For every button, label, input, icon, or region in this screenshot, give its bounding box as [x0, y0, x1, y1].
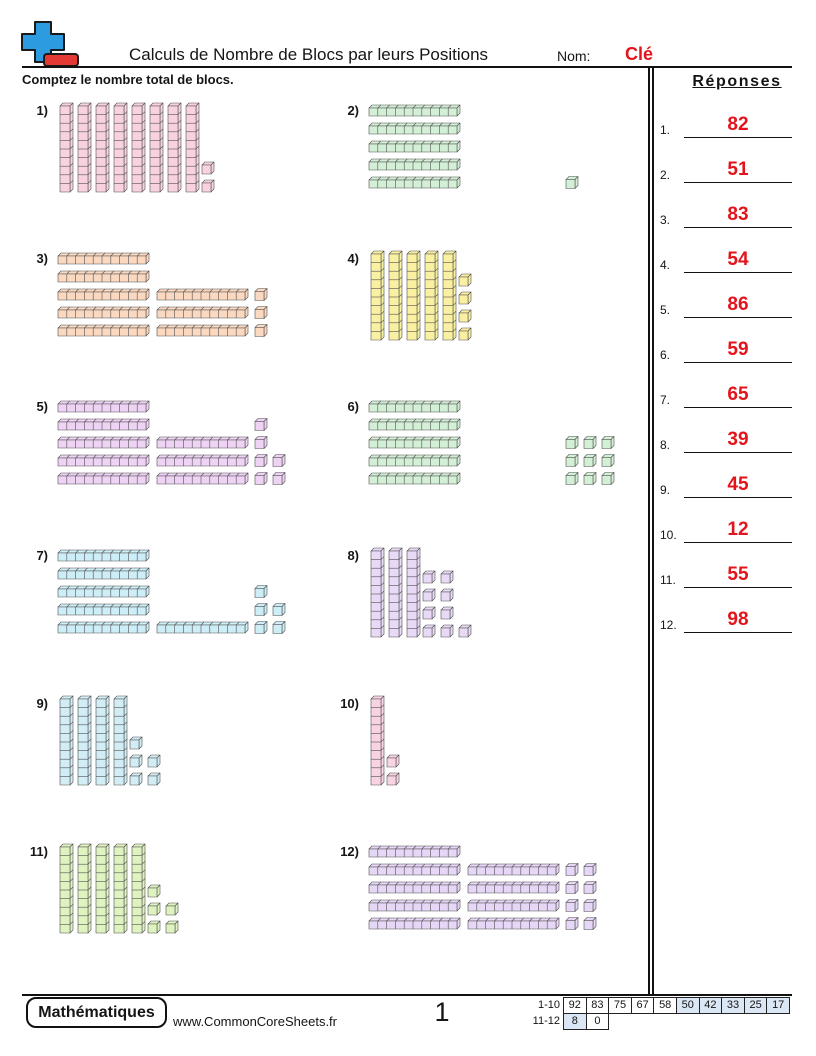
ten-rod — [58, 568, 149, 579]
answers-divider-left — [648, 68, 650, 995]
ten-rod — [114, 696, 127, 785]
ten-rod — [369, 437, 460, 448]
problem-number-4: 4) — [347, 251, 359, 266]
answer-value: 83 — [727, 204, 749, 225]
ten-rod — [58, 586, 149, 597]
ten-rod — [58, 325, 149, 336]
problem-number-11: 11) — [29, 844, 48, 859]
unit-cube — [202, 180, 214, 192]
ten-rod — [58, 401, 149, 412]
answers-divider-right — [652, 68, 654, 995]
unit-cube — [602, 437, 614, 449]
answer-number: 5. — [660, 303, 671, 317]
ten-rod — [407, 251, 420, 340]
ten-rod — [157, 622, 248, 633]
unit-cube — [441, 571, 453, 583]
problem-4-blocks — [371, 251, 471, 340]
unit-cube — [584, 918, 596, 930]
worksheet-title: Calculs de Nombre de Blocs par leurs Positions — [129, 45, 489, 64]
ten-rod — [114, 103, 127, 192]
unit-cube — [148, 903, 160, 915]
unit-cube — [459, 328, 471, 340]
unit-cube — [423, 589, 435, 601]
unit-cube — [202, 162, 214, 174]
unit-cube — [273, 604, 285, 616]
unit-cube — [584, 900, 596, 912]
problem-number-12: 12) — [340, 844, 359, 859]
answer-line — [684, 137, 792, 138]
answer-value: 55 — [727, 564, 749, 585]
unit-cube — [255, 604, 267, 616]
score-cell: 75 — [608, 997, 632, 1014]
ten-rod — [96, 103, 109, 192]
unit-cube — [255, 437, 267, 449]
instructions: Comptez le nombre total de blocs. — [22, 72, 234, 87]
score-cell: 92 — [563, 997, 587, 1014]
page-number: 1 — [434, 997, 450, 1027]
ten-rod — [157, 437, 248, 448]
unit-cube — [255, 307, 267, 319]
unit-cube — [566, 882, 578, 894]
answer-line — [684, 407, 792, 408]
problem-number-2: 2) — [347, 103, 359, 118]
unit-cube — [566, 177, 578, 189]
ten-rod — [371, 251, 384, 340]
score-cell: 83 — [586, 997, 610, 1014]
answer-value: 39 — [727, 429, 749, 450]
unit-cube — [584, 882, 596, 894]
unit-cube — [423, 607, 435, 619]
ten-rod — [150, 103, 163, 192]
minus-icon — [44, 54, 78, 66]
answer-line — [684, 632, 792, 633]
unit-cube — [423, 625, 435, 637]
ten-rod — [369, 159, 460, 170]
answer-line — [684, 182, 792, 183]
problem-number-1: 1) — [36, 103, 48, 118]
answer-value: 54 — [727, 249, 749, 270]
problem-number-8: 8) — [347, 548, 359, 563]
score-cell: 42 — [699, 997, 723, 1014]
answer-value: 51 — [727, 159, 749, 180]
answer-line — [684, 452, 792, 453]
unit-cube — [459, 292, 471, 304]
ten-rod — [369, 918, 460, 929]
answer-value: 59 — [727, 339, 749, 360]
score-cell: 8 — [563, 1013, 587, 1030]
footer-divider — [22, 994, 792, 996]
score-cell: 50 — [676, 997, 700, 1014]
problem-number-6: 6) — [347, 399, 359, 414]
problem-8-blocks — [371, 548, 471, 637]
ten-rod — [371, 696, 384, 785]
problem-10-blocks — [371, 696, 399, 785]
answer-number: 9. — [660, 483, 671, 497]
ten-rod — [157, 325, 248, 336]
ten-rod — [157, 473, 248, 484]
unit-cube — [423, 571, 435, 583]
answer-line — [684, 497, 792, 498]
unit-cube — [273, 455, 285, 467]
ten-rod — [58, 473, 149, 484]
unit-cube — [584, 437, 596, 449]
ten-rod — [443, 251, 456, 340]
ten-rod — [369, 846, 460, 857]
ten-rod — [78, 844, 91, 933]
ten-rod — [114, 844, 127, 933]
unit-cube — [566, 918, 578, 930]
ten-rod — [369, 141, 460, 152]
answer-line — [684, 272, 792, 273]
answer-value: 65 — [727, 384, 749, 405]
ten-rod — [58, 419, 149, 430]
header-divider — [22, 66, 792, 68]
problem-11-blocks — [60, 844, 178, 933]
name-value: Clé — [625, 44, 654, 64]
ten-rod — [96, 844, 109, 933]
problem-2-blocks — [369, 105, 578, 189]
score-cell: 0 — [586, 1013, 610, 1030]
unit-cube — [584, 455, 596, 467]
ten-rod — [369, 177, 460, 188]
problem-3-blocks — [58, 253, 267, 337]
score-cell: 17 — [766, 997, 790, 1014]
unit-cube — [255, 289, 267, 301]
problem-number-7: 7) — [36, 548, 48, 563]
problem-number-3: 3) — [36, 251, 48, 266]
ten-rod — [389, 251, 402, 340]
unit-cube — [273, 473, 285, 485]
answer-number: 11. — [660, 573, 676, 587]
problem-6-blocks — [369, 401, 614, 485]
name-label: Nom: — [557, 48, 591, 64]
unit-cube — [255, 325, 267, 337]
ten-rod — [389, 548, 402, 637]
score-cell: 58 — [653, 997, 677, 1014]
ten-rod — [58, 437, 149, 448]
unit-cube — [459, 310, 471, 322]
unit-cube — [166, 921, 178, 933]
ten-rod — [425, 251, 438, 340]
unit-cube — [148, 921, 160, 933]
answer-line — [684, 587, 792, 588]
unit-cube — [148, 773, 160, 785]
unit-cube — [255, 455, 267, 467]
unit-cube — [566, 900, 578, 912]
unit-cube — [459, 625, 471, 637]
ten-rod — [58, 289, 149, 300]
score-row-label: 11-12 — [532, 1015, 560, 1027]
ten-rod — [78, 696, 91, 785]
unit-cube — [566, 455, 578, 467]
answer-number: 2. — [660, 168, 671, 182]
unit-cube — [273, 622, 285, 634]
score-cell: 25 — [744, 997, 768, 1014]
ten-rod — [157, 307, 248, 318]
ten-rod — [96, 696, 109, 785]
ten-rod — [58, 271, 149, 282]
unit-cube — [255, 586, 267, 598]
answer-number: 12. — [660, 618, 677, 632]
answer-number: 7. — [660, 393, 671, 407]
ten-rod — [369, 105, 460, 116]
ten-rod — [369, 419, 460, 430]
answer-line — [684, 542, 792, 543]
unit-cube — [166, 903, 178, 915]
answer-number: 3. — [660, 213, 671, 227]
answer-number: 10. — [660, 528, 677, 542]
problem-number-9: 9) — [36, 696, 48, 711]
ten-rod — [407, 548, 420, 637]
unit-cube — [566, 437, 578, 449]
ten-rod — [60, 103, 73, 192]
answer-value: 12 — [727, 519, 749, 540]
ten-rod — [369, 864, 460, 875]
unit-cube — [255, 473, 267, 485]
problem-7-blocks — [58, 550, 285, 634]
score-cell: 33 — [721, 997, 745, 1014]
answer-value: 82 — [727, 114, 749, 135]
ten-rod — [369, 123, 460, 134]
problem-5-blocks — [58, 401, 285, 485]
ten-rod — [369, 900, 460, 911]
ten-rod — [468, 918, 559, 929]
unit-cube — [459, 274, 471, 286]
unit-cube — [148, 885, 160, 897]
unit-cube — [130, 773, 142, 785]
score-row-label: 1-10 — [537, 999, 560, 1011]
subject-badge: Mathématiques — [26, 997, 167, 1028]
answer-number: 6. — [660, 348, 671, 362]
ten-rod — [168, 103, 181, 192]
ten-rod — [468, 864, 559, 875]
unit-cube — [148, 755, 160, 767]
problem-number-5: 5) — [36, 399, 48, 414]
problem-12-blocks — [369, 846, 596, 930]
unit-cube — [387, 755, 399, 767]
site-url: www.CommonCoreSheets.fr — [173, 1014, 337, 1029]
ten-rod — [58, 550, 149, 561]
ten-rod — [468, 882, 559, 893]
answer-value: 45 — [727, 474, 749, 495]
answer-value: 98 — [727, 609, 749, 630]
ten-rod — [78, 103, 91, 192]
unit-cube — [566, 864, 578, 876]
ten-rod — [369, 401, 460, 412]
ten-rod — [369, 882, 460, 893]
unit-cube — [255, 419, 267, 431]
ten-rod — [58, 622, 149, 633]
unit-cube — [602, 473, 614, 485]
unit-cube — [584, 473, 596, 485]
ten-rod — [157, 289, 248, 300]
unit-cube — [566, 473, 578, 485]
ten-rod — [58, 253, 149, 264]
ten-rod — [371, 548, 384, 637]
ten-rod — [369, 473, 460, 484]
score-cell: 67 — [631, 997, 655, 1014]
unit-cube — [130, 737, 142, 749]
ten-rod — [157, 455, 248, 466]
plus-minus-logo-icon — [20, 20, 82, 70]
ten-rod — [132, 103, 145, 192]
unit-cube — [130, 755, 142, 767]
answer-number: 1. — [660, 123, 671, 137]
problem-9-blocks — [60, 696, 160, 785]
ten-rod — [468, 900, 559, 911]
ten-rod — [60, 844, 73, 933]
answer-number: 4. — [660, 258, 671, 272]
problem-1-blocks — [60, 103, 214, 192]
unit-cube — [441, 607, 453, 619]
answer-line — [684, 362, 792, 363]
unit-cube — [441, 625, 453, 637]
ten-rod — [186, 103, 199, 192]
unit-cube — [255, 622, 267, 634]
answer-line — [684, 227, 792, 228]
unit-cube — [602, 455, 614, 467]
unit-cube — [584, 864, 596, 876]
problem-number-10: 10) — [340, 696, 359, 711]
ten-rod — [369, 455, 460, 466]
unit-cube — [387, 773, 399, 785]
answer-number: 8. — [660, 438, 671, 452]
ten-rod — [132, 844, 145, 933]
unit-cube — [441, 589, 453, 601]
ten-rod — [58, 455, 149, 466]
answers-title: Réponses — [692, 73, 782, 90]
ten-rod — [58, 604, 149, 615]
ten-rod — [60, 696, 73, 785]
answer-value: 86 — [727, 294, 749, 315]
ten-rod — [58, 307, 149, 318]
answer-line — [684, 317, 792, 318]
